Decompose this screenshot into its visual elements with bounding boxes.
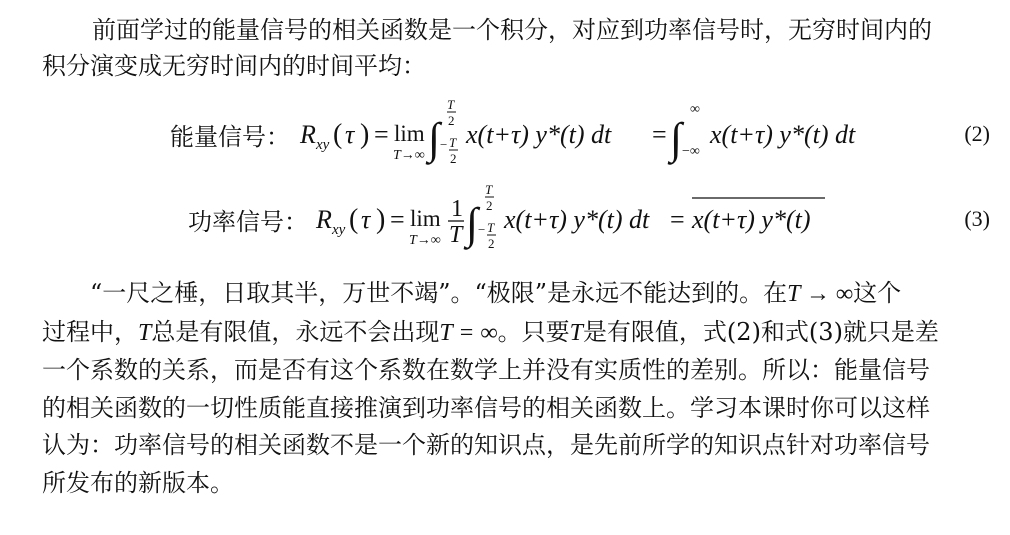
limit-line-3: 一个系数的关系，而是否有这个系数在数学上并没有实质性的差别。所以：能量信号 bbox=[42, 356, 930, 384]
equation-power bbox=[170, 178, 990, 258]
eq2-equals: = bbox=[390, 205, 405, 234]
eq1-integral: ∫ bbox=[428, 114, 441, 163]
eq1-minus: − bbox=[440, 137, 448, 152]
eq2-R-sub: xy bbox=[332, 222, 346, 238]
limit-line-2-a: 过程中， bbox=[42, 317, 138, 346]
limit-line-1-text: “一尺之棰，日取其半，万世不竭”。“极限”是永远不能达到的。在 bbox=[90, 279, 788, 307]
eq1-integral2: ∫ bbox=[670, 114, 683, 163]
eq1-rhs-body: x(t+τ) y*(t) dt bbox=[710, 120, 856, 149]
equation-power-label: 功率信号： bbox=[188, 210, 308, 236]
limit-paragraph bbox=[42, 275, 972, 502]
eq2-lparen: ( bbox=[349, 204, 359, 235]
eq2-lower-den: 2 bbox=[488, 236, 495, 251]
intro-line-1: 前面学过的能量信号的相关函数是一个积分，对应到功率信号时，无穷时间内的 bbox=[92, 16, 932, 44]
eq1-lim: lim bbox=[394, 121, 425, 146]
eq2-frac-num: 1 bbox=[451, 196, 463, 222]
limit-line-1 bbox=[42, 275, 972, 314]
eq2-integral: ∫ bbox=[466, 199, 479, 248]
eq2-upper-den: 2 bbox=[486, 198, 493, 213]
eq2-R: R bbox=[316, 205, 332, 234]
eq1-lower: T bbox=[449, 135, 457, 150]
equation-power-number: (3) bbox=[964, 206, 990, 231]
eq1-upper-den: 2 bbox=[448, 113, 455, 128]
equation-energy-formula bbox=[170, 95, 870, 175]
limit-line-1-tail: 这个 bbox=[853, 279, 902, 307]
eq1-R: R bbox=[300, 120, 316, 149]
limit-line-2-d: 是有限值，式(2)和式(3)就只是差 bbox=[582, 317, 939, 346]
limit-line-6: 所发布的新版本。 bbox=[42, 468, 234, 497]
eq2-lower: T bbox=[487, 220, 495, 235]
limit-line-2-c: 。只要 bbox=[497, 317, 570, 346]
limit-line-2-math-1: T bbox=[138, 319, 152, 346]
eq1-rhs-upper: ∞ bbox=[690, 102, 700, 117]
limit-line-5: 认为：功率信号的相关函数不是一个新的知识点，是先前所学的知识点针对功率信号 bbox=[42, 431, 930, 459]
eq1-lim-sub: T→∞ bbox=[393, 148, 425, 163]
eq2-body: x(t+τ) y*(t) dt bbox=[504, 205, 650, 234]
limit-line-2 bbox=[42, 314, 972, 353]
eq2-lim-sub: T→∞ bbox=[409, 233, 441, 248]
eq1-tau: τ bbox=[345, 120, 355, 149]
equation-power-formula bbox=[170, 178, 870, 258]
equation-energy-number: (2) bbox=[964, 121, 990, 146]
eq1-rparen: ) bbox=[360, 119, 370, 150]
limit-line-2-b: 总是有限值，永远不会出现 bbox=[151, 317, 440, 346]
intro-paragraph bbox=[42, 12, 972, 84]
equation-energy-label: 能量信号： bbox=[170, 125, 290, 151]
eq2-lim: lim bbox=[410, 206, 441, 231]
eq1-lparen: ( bbox=[333, 119, 343, 150]
limit-line-1-math: T → ∞ bbox=[787, 281, 854, 307]
eq2-tau: τ bbox=[361, 205, 371, 234]
eq1-lower-den: 2 bbox=[450, 151, 457, 166]
eq2-rparen: ) bbox=[376, 204, 386, 235]
eq1-equals2: = bbox=[652, 120, 667, 149]
eq1-R-sub: xy bbox=[316, 137, 330, 153]
equation-energy bbox=[170, 95, 990, 175]
intro-line-2: 积分演变成无穷时间内的时间平均： bbox=[42, 52, 426, 80]
eq1-equals: = bbox=[374, 120, 389, 149]
limit-line-2-math-2: T = ∞ bbox=[439, 319, 498, 346]
limit-line-2-math-3: T bbox=[569, 319, 583, 346]
eq1-rhs-lower: −∞ bbox=[682, 144, 700, 159]
eq1-upper: T bbox=[447, 97, 455, 112]
eq2-equals2: = bbox=[670, 205, 685, 234]
eq2-upper: T bbox=[485, 182, 493, 197]
eq2-frac-den: T bbox=[449, 222, 463, 248]
limit-line-4: 的相关函数的一切性质能直接推演到功率信号的相关函数上。学习本课时你可以这样 bbox=[42, 393, 930, 422]
eq1-body: x(t+τ) y*(t) dt bbox=[466, 120, 612, 149]
eq2-rhs-body: x(t+τ) y*(t) bbox=[692, 205, 811, 234]
eq2-minus: − bbox=[478, 222, 486, 237]
